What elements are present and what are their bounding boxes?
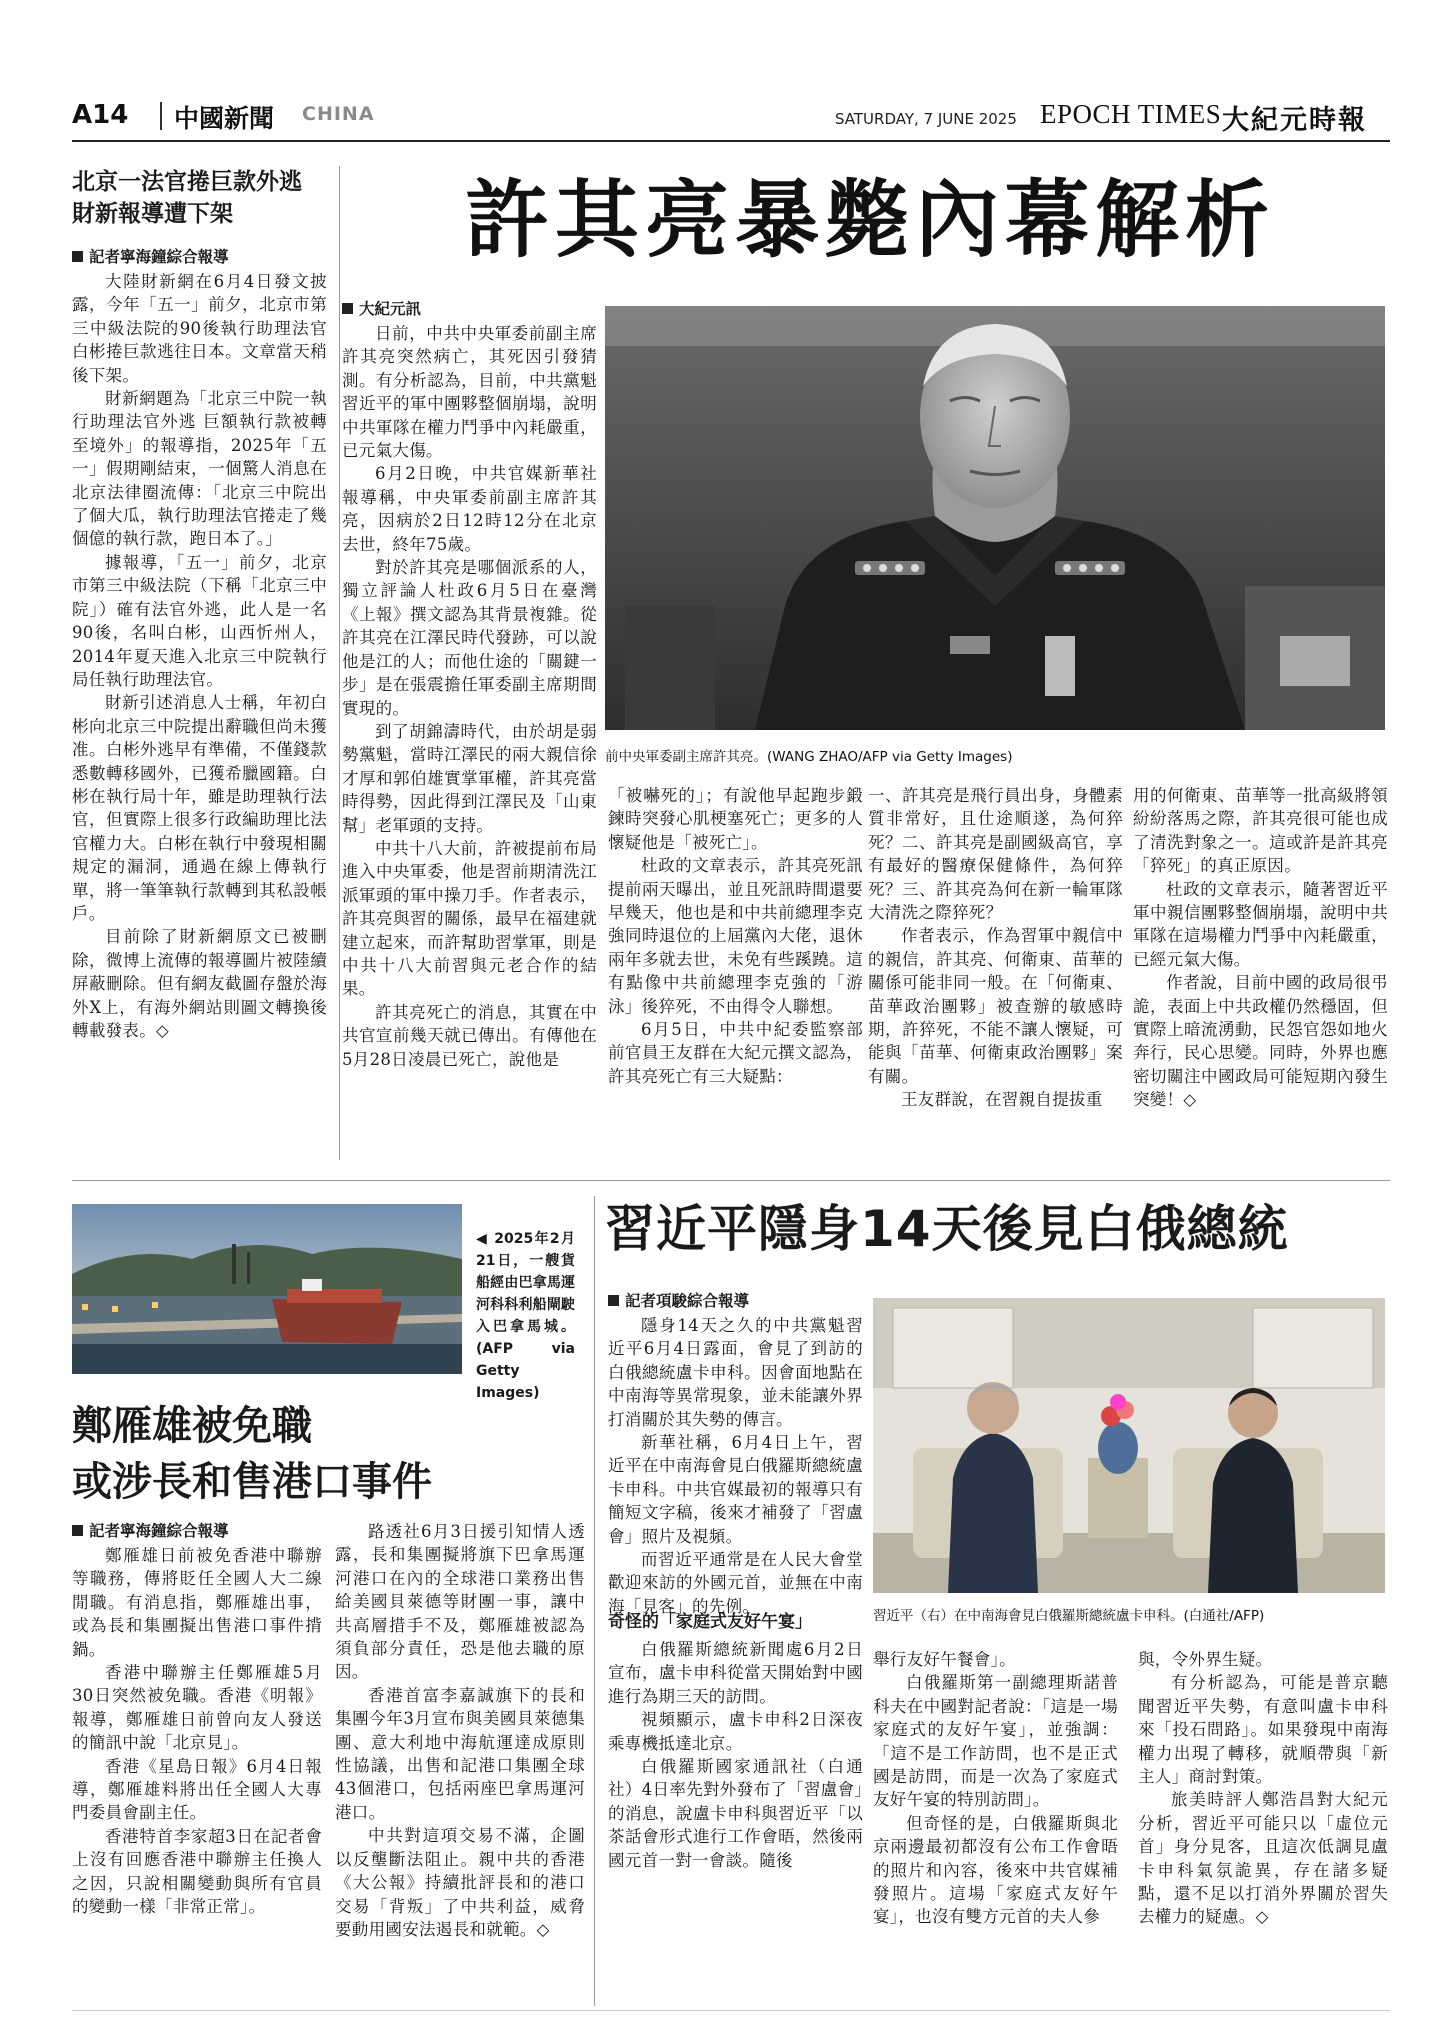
paragraph: 許其亮死亡的消息，其實在中共官宣前幾天就已傳出。有傳他在5月28日凌晨已死亡，說他是 <box>342 1002 597 1069</box>
left-headline-line1: 北京一法官捲巨款外逃 <box>72 169 302 195</box>
main-story-byline: 大紀元訊 <box>342 298 597 320</box>
left-story-headline <box>72 166 327 230</box>
port-story-headline <box>72 1398 572 1510</box>
paragraph: 與，令外界生疑。 <box>1138 1650 1273 1669</box>
left-story-body <box>72 246 327 1042</box>
paragraph: 作者表示，作為習軍中親信中的親信，許其亮、何衛東、苗華的關係可能非同一般。在「何衛東、苗華政治團夥」被查辦的敏感時期，許猝死，不能不讓人懷疑，可能與「苗華、何衛東政治團夥」案有關。 <box>868 926 1123 1086</box>
paragraph: 到了胡錦濤時代，由於胡是弱勢黨魁，當時江澤民的兩大親信徐才厚和郭伯雄實掌軍權，許其亮當時得勢，因此得到江澤民及「山東幫」老軍頭的支持。 <box>342 721 597 835</box>
paragraph: 香港中聯辦主任鄭雁雄5月30日突然被免職。香港《明報》報導，鄭雁雄日前曾向友人發送的簡訊中說「北京見」。 <box>72 1663 322 1753</box>
header-rule <box>72 140 1390 142</box>
xi-story-subhead: 奇怪的「家庭式友好午宴」 <box>608 1612 812 1632</box>
main-story-title: 許其亮暴斃內幕解析 <box>464 170 1275 269</box>
general-portrait-photo <box>605 306 1385 730</box>
main-photo-caption: 前中央軍委副主席許其亮。(WANG ZHAO/AFP via Getty Images) <box>605 749 1013 765</box>
paragraph: 據報導，「五一」前夕，北京市第三中級法院（下稱「北京三中院」）確有法官外逃，此人是一名90後，名叫白彬，山西忻州人，2014年夏天進入北京三中院執行局任執行助理法官。 <box>72 552 327 689</box>
xi-story-column-3 <box>1138 1648 1388 1929</box>
xi-story-byline: 記者項駿綜合報導 <box>608 1290 863 1312</box>
paragraph: 白俄羅斯總統新聞處6月2日宣布，盧卡申科從當天開始對中國進行為期三天的訪問。 <box>608 1640 863 1706</box>
paragraph: 「被嚇死的」；有說他早起跑步鍛鍊時突發心肌梗塞死亡；更多的人懷疑他是「被死亡」。 <box>608 786 863 852</box>
page-number: A14 <box>72 100 129 130</box>
paragraph: 對於許其亮是哪個派系的人，獨立評論人杜政6月5日在臺灣《上報》撰文認為其背景複雜。從許其亮在江澤民時代發跡，可以說他是江的人；而他仕途的「關鍵一步」是在張震擔任軍委副主席期間實現的。 <box>342 558 597 718</box>
masthead-en: EPOCH TIMES <box>1040 99 1222 129</box>
xi-story-headline: 習近平隱身14天後見白俄總統 <box>605 1200 1289 1258</box>
paragraph: 作者說，目前中國的政局很弔詭，表面上中共政權仍然穩固，但實際上暗流湧動，民怨官怨如地火奔行，民心思變。同時，外界也應密切關注中國政局可能短期內發生突變！◇ <box>1133 973 1388 1110</box>
paragraph: 日前，中共中央軍委前副主席許其亮突然病亡，其死因引發猜測。有分析認為，目前，中共黨魁習近平的軍中團夥整個崩塌，說明中共軍隊在權力鬥爭中內耗嚴重，已元氣大傷。 <box>342 324 597 461</box>
left-headline-line2: 財新報導遭下架 <box>72 201 233 227</box>
xi-story-column-1b <box>608 1598 863 1872</box>
paragraph: 舉行友好午餐會」。 <box>873 1650 1016 1669</box>
page-header <box>72 98 1390 138</box>
paragraph: 新華社稱，6月4日上午，習近平在中南海會見白俄羅斯總統盧卡申科。中共官媒最初的報導只有簡短文字稿，後來才補發了「習盧會」照片及視頻。 <box>608 1433 863 1546</box>
column-rule <box>339 166 340 1160</box>
paragraph: 白俄羅斯國家通訊社（白通社）4日率先對外發布了「習盧會」的消息，說盧卡申科與習近平「以茶話會形式進行工作會晤，然後兩國元首一對一會談。隨後 <box>608 1757 863 1870</box>
issue-date: SATURDAY, 7 JUNE 2025 <box>835 110 1017 128</box>
port-story-column-1 <box>72 1520 322 1919</box>
paragraph: 大陸財新網在6月4日發文披露，今年「五一」前夕，北京市第三中級法院的90後執行助理法官白彬捲巨款逃往日本。文章當天稍後下架。 <box>72 272 327 385</box>
panama-canal-photo <box>72 1204 462 1374</box>
paragraph: 中共十八大前，許被提前布局進入中央軍委，他是習前期清洗江派軍頭的軍中操刀手。作者表示，許其亮與習的關係，最早在福建就建立起來，而許幫助習掌軍，則是中共十八大前習與元老合作的結果。 <box>342 838 597 999</box>
meeting-photo <box>873 1298 1385 1593</box>
paragraph: 財新引述消息人士稱，年初白彬向北京三中院提出辭職但尚未獲准。白彬外逃早有準備，不僅錢款悉數轉移國外，已獲希臘國籍。白彬在執行局十年，雖是助理執行法官，但實際上很多行政編助理比法官權力大。白彬在執行中發現相關規定的漏洞，通過在線上傳執行單，將一筆筆執行款轉到其私設帳戶。 <box>72 693 327 923</box>
paragraph: 6月2日晚，中共官媒新華社報導稱，中央軍委前副主席許其亮，因病於2日12時12分在北京去世，終年75歲。 <box>342 464 597 554</box>
port-story-byline: 記者寧海鐘綜合報導 <box>72 1520 322 1542</box>
paragraph: 杜政的文章表示，隨著習近平軍中親信團夥整個崩塌，說明中共軍隊在這場權力鬥爭中內耗嚴重，已經元氣大傷。 <box>1133 879 1388 969</box>
section-name-en: CHINA <box>302 103 375 125</box>
column-rule <box>594 1196 595 2006</box>
paragraph: 但奇怪的是，白俄羅斯與北京兩邊最初都沒有公布工作會晤的照片和內容，後來中共官媒補發照片。這場「家庭式友好午宴」，也沒有雙方元首的夫人參 <box>873 1813 1118 1927</box>
main-story-column-4 <box>1133 784 1388 1112</box>
port-headline-line2: 或涉長和售港口事件 <box>72 1459 432 1505</box>
xi-story-column-2 <box>873 1648 1118 1929</box>
canal-image <box>72 1204 462 1374</box>
main-story-column-3 <box>868 784 1123 1112</box>
paragraph: 香港《星島日報》6月4日報導，鄭雁雄料將出任全國人大專門委員會副主任。 <box>72 1756 322 1823</box>
square-bullet-icon <box>342 303 353 314</box>
port-headline-line1: 鄭雁雄被免職 <box>72 1403 312 1449</box>
paragraph: 香港特首李家超3日在記者會上沒有回應香港中聯辦主任換人之因，只說相關變動與所有官員的變動一樣「非常正常」。 <box>72 1826 322 1917</box>
paragraph: 有分析認為，可能是普京聽聞習近平失勢，有意叫盧卡申科來「投石問路」。如果發現中南海權力出現了轉移，就順帶與「新主人」商討對策。 <box>1138 1673 1388 1787</box>
port-story-column-2 <box>335 1520 585 1941</box>
paragraph: 杜政的文章表示，許其亮死訊提前兩天曝出，並且死訊時間還要早幾天，他也是和中共前總理李克強同時退位的上屆黨內大佬，退休兩年多就去世，未免有些蹊蹺。這有點像中共前總理李克強的「游泳」後猝死，不由得令人聯想。 <box>608 856 863 1016</box>
square-bullet-icon <box>72 251 83 262</box>
main-story-column-2 <box>608 784 863 1088</box>
section-name-zh: 中國新聞 <box>174 104 275 133</box>
portrait-image <box>605 306 1385 730</box>
paragraph: 目前除了財新網原文已被刪除，微博上流傳的報導圖片被陸續屏蔽刪除。但有網友截圖存盤於海外X上，有海外網站則圖文轉換後轉載發表。◇ <box>72 927 327 1040</box>
masthead-zh: 大紀元時報 <box>1222 105 1367 136</box>
section-rule <box>72 1180 1390 1181</box>
meeting-image <box>873 1298 1385 1593</box>
paragraph: 路透社6月3日援引知情人透露，長和集團擬將旗下巴拿馬運河港口在內的全球港口業務出售給美國貝萊德等財團一事，讓中共高層措手不及，鄭雁雄被認為須負部分責任，恐是他去職的原因。 <box>335 1522 585 1682</box>
left-story-byline: 記者寧海鐘綜合報導 <box>72 246 327 268</box>
paragraph: 中共對這項交易不滿，企圖以反壟斷法阻止。親中共的香港《大公報》持續批評長和的港口交易「背叛」了中共利益，威脅要動用國安法遏長和就範。◇ <box>335 1826 585 1939</box>
port-photo-caption: ◀ 2025年2月21日，一艘貨船經由巴拿馬運河科科利船閘駛入巴拿馬城。(AFP via Getty Images) <box>476 1231 575 1401</box>
xi-story-column-1 <box>608 1290 863 1618</box>
square-bullet-icon <box>72 1525 83 1536</box>
paragraph: 香港首富李嘉誠旗下的長和集團今年3月宣布與美國貝萊德集團、意大利地中海航運達成原則性協議，出售和記港口集團全球43個港口，包括兩座巴拿馬運河港口。 <box>335 1685 585 1822</box>
section-divider <box>160 102 162 130</box>
footer-rule <box>72 2010 1390 2011</box>
paragraph: 鄭雁雄日前被免香港中聯辦等職務，傳將貶任全國人大二線閒職。有消息指，鄭雁雄出事，或為長和集團擬出售港口事件揹鍋。 <box>72 1546 322 1659</box>
paragraph: 一、許其亮是飛行員出身，身體素質非常好，且仕途順遂，為何猝死？二、許其亮是副國級高官，享有最好的醫療保健條件，為何猝死？三、許其亮為何在新一輪軍隊大清洗之際猝死？ <box>868 786 1123 923</box>
paragraph: 而習近平通常是在人民大會堂歡迎來訪的外國元首，並無在中南海「見客」的先例。 <box>608 1550 863 1616</box>
paragraph: 財新網題為「北京三中院一執行助理法官外逃 巨額執行款被轉至境外」的報導指，2025年「五一」假期剛結束，一個驚人消息在北京法律圈流傳：「北京三中院出了個大瓜，執行助理法官捲走了幾個億的執行款，跑日本了。」 <box>72 389 327 549</box>
paragraph: 王友群說，在習親自提拔重 <box>901 1090 1103 1110</box>
paragraph: 旅美時評人鄭浩昌對大紀元分析，習近平可能只以「虛位元首」身分見客，且這次低調見盧卡申科氣氛詭異，存在諸多疑點，還不足以打消外界關於習失去權力的疑慮。◇ <box>1138 1790 1388 1927</box>
paragraph: 白俄羅斯第一副總理斯諾普科夫在中國對記者說：「這是一場家庭式的友好午宴」，並強調：「這不是工作訪問，也不是正式國是訪問，而是一次為了家庭式友好午宴的特別訪問」。 <box>873 1673 1118 1810</box>
square-bullet-icon <box>608 1295 619 1306</box>
paragraph: 6月5日，中共中紀委監察部前官員王友群在大紀元撰文認為，許其亮死亡有三大疑點： <box>608 1020 863 1086</box>
paragraph: 隱身14天之久的中共黨魁習近平6月4日露面，會見了到訪的白俄總統盧卡申科。因會面地點在中南海等異常現象，並未能讓外界打消關於其失勢的傳言。 <box>608 1316 863 1429</box>
paragraph: 用的何衛東、苗華等一批高級將領紛紛落馬之際，許其亮很可能也成了清洗對象之一。這或許是許其亮「猝死」的真正原因。 <box>1133 786 1388 876</box>
paragraph: 視頻顯示，盧卡申科2日深夜乘專機抵達北京。 <box>608 1710 863 1753</box>
main-story-column-1 <box>342 298 597 1071</box>
xi-photo-caption: 習近平（右）在中南海會見白俄羅斯總統盧卡申科。(白通社/AFP) <box>873 1608 1265 1624</box>
